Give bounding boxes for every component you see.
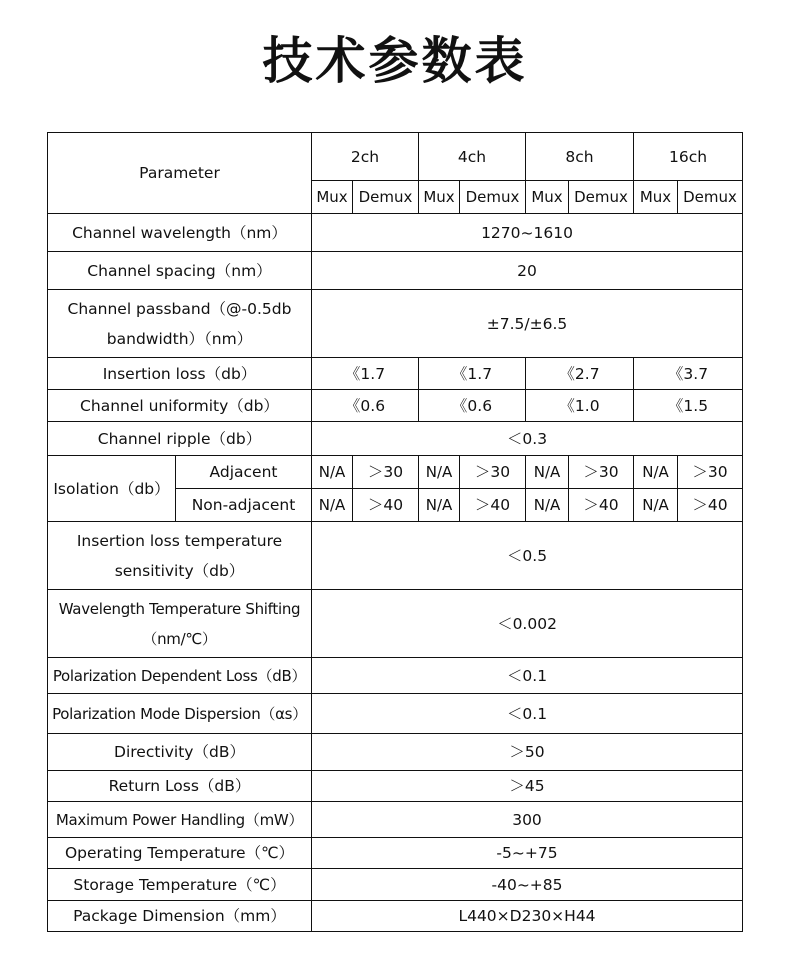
row-passband <box>48 290 743 358</box>
value-demux: ＞30 <box>460 456 526 489</box>
value-8ch: 《1.0 <box>526 390 634 422</box>
isolation-label: Isolation（db） <box>48 456 176 522</box>
sub-mux: Mux <box>419 181 460 214</box>
row-storage-temp <box>48 869 743 901</box>
row-label: Directivity（dB） <box>48 734 312 771</box>
row-label: Channel wavelength（nm） <box>48 214 312 252</box>
row-value: ＜0.1 <box>312 694 743 734</box>
row-label: Return Loss（dB） <box>48 771 312 802</box>
row-label: Channel passband（@-0.5db bandwidth）（nm） <box>48 290 312 358</box>
value-demux: ＞40 <box>460 489 526 522</box>
group-2ch: 2ch <box>312 133 419 181</box>
row-label: Channel ripple（db） <box>48 422 312 456</box>
row-value: ＜0.1 <box>312 658 743 694</box>
row-value: -40~+85 <box>312 869 743 901</box>
row-label: Polarization Dependent Loss（dB） <box>48 658 312 694</box>
sub-mux: Mux <box>634 181 678 214</box>
row-wavelength <box>48 214 743 252</box>
row-value: 1270~1610 <box>312 214 743 252</box>
row-value: ＜0.5 <box>312 522 743 590</box>
row-value: 20 <box>312 252 743 290</box>
row-uniformity <box>48 390 743 422</box>
row-value: ±7.5/±6.5 <box>312 290 743 358</box>
value-demux: ＞40 <box>678 489 743 522</box>
value-16ch: 《3.7 <box>634 358 743 390</box>
row-wl-temp <box>48 590 743 658</box>
row-label: Polarization Mode Dispersion（αs） <box>48 694 312 734</box>
value-mux: N/A <box>312 489 353 522</box>
sub-mux: Mux <box>312 181 353 214</box>
sub-demux: Demux <box>460 181 526 214</box>
sub-demux: Demux <box>569 181 634 214</box>
row-insertion-loss <box>48 358 743 390</box>
row-isolation-adjacent <box>48 456 743 489</box>
row-label: Insertion loss temperature sensitivity（db） <box>48 522 312 590</box>
row-label: Maximum Power Handling（mW） <box>48 802 312 838</box>
value-8ch: 《2.7 <box>526 358 634 390</box>
row-label: Wavelength Temperature Shifting（nm/℃） <box>48 590 312 658</box>
value-2ch: 《1.7 <box>312 358 419 390</box>
row-op-temp <box>48 838 743 869</box>
value-demux: ＞30 <box>569 456 634 489</box>
row-pmd <box>48 694 743 734</box>
value-demux: ＞30 <box>678 456 743 489</box>
spec-table <box>47 132 743 932</box>
page-title: 技术参数表 <box>262 32 528 90</box>
row-spacing <box>48 252 743 290</box>
value-mux: N/A <box>634 489 678 522</box>
value-mux: N/A <box>312 456 353 489</box>
row-value: 300 <box>312 802 743 838</box>
group-4ch: 4ch <box>419 133 526 181</box>
row-label: Insertion loss（db） <box>48 358 312 390</box>
group-8ch: 8ch <box>526 133 634 181</box>
row-ripple <box>48 422 743 456</box>
value-mux: N/A <box>419 456 460 489</box>
row-label: Operating Temperature（℃） <box>48 838 312 869</box>
row-value: -5~+75 <box>312 838 743 869</box>
parameter-header: Parameter <box>48 133 312 214</box>
row-value: ＞45 <box>312 771 743 802</box>
value-4ch: 《0.6 <box>419 390 526 422</box>
value-2ch: 《0.6 <box>312 390 419 422</box>
value-mux: N/A <box>634 456 678 489</box>
header-row-groups <box>48 133 743 181</box>
row-directivity <box>48 734 743 771</box>
row-value: ＜0.3 <box>312 422 743 456</box>
group-16ch: 16ch <box>634 133 743 181</box>
non-adjacent-label: Non-adjacent <box>176 489 312 522</box>
value-16ch: 《1.5 <box>634 390 743 422</box>
row-return-loss <box>48 771 743 802</box>
value-4ch: 《1.7 <box>419 358 526 390</box>
adjacent-label: Adjacent <box>176 456 312 489</box>
row-package <box>48 901 743 932</box>
value-demux: ＞30 <box>353 456 419 489</box>
sub-mux: Mux <box>526 181 569 214</box>
row-value: ＞50 <box>312 734 743 771</box>
value-demux: ＞40 <box>569 489 634 522</box>
value-mux: N/A <box>526 489 569 522</box>
sub-demux: Demux <box>353 181 419 214</box>
sub-demux: Demux <box>678 181 743 214</box>
row-label: Package Dimension（mm） <box>48 901 312 932</box>
row-pdl <box>48 658 743 694</box>
value-mux: N/A <box>526 456 569 489</box>
value-mux: N/A <box>419 489 460 522</box>
row-il-temp <box>48 522 743 590</box>
row-value: ＜0.002 <box>312 590 743 658</box>
value-demux: ＞40 <box>353 489 419 522</box>
row-max-power <box>48 802 743 838</box>
row-label: Channel uniformity（db） <box>48 390 312 422</box>
row-label: Channel spacing（nm） <box>48 252 312 290</box>
row-label: Storage Temperature（℃） <box>48 869 312 901</box>
row-value: L440×D230×H44 <box>312 901 743 932</box>
